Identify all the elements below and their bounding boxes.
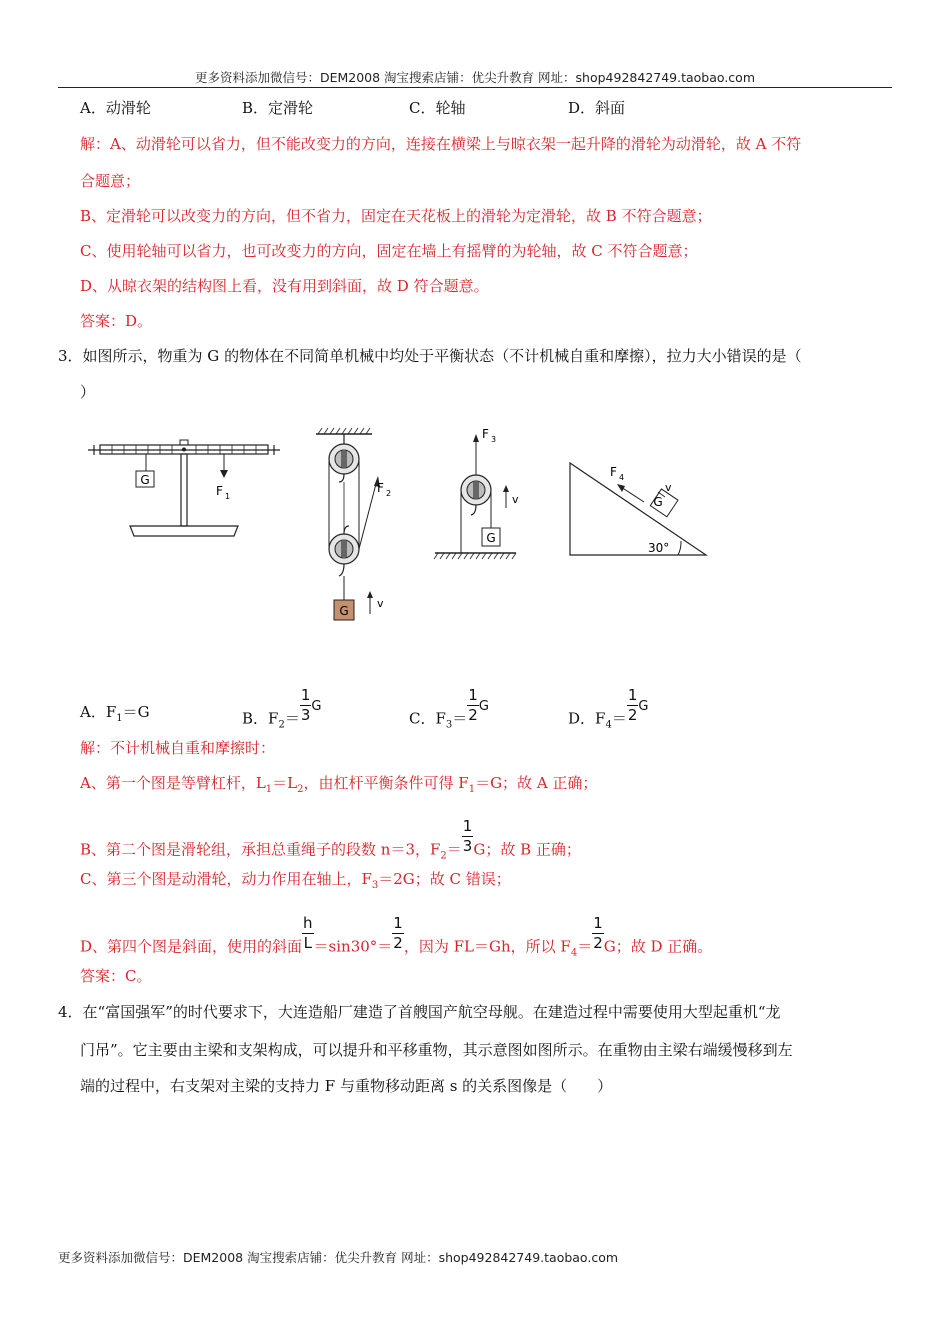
q2-option-d: D．斜面 <box>568 99 626 117</box>
page-header: 更多资料添加微信号：DEM2008 淘宝搜索店铺：优尖升教育 网址：shop492842749.taobao.com <box>194 70 756 85</box>
q3-solution-b: B、第二个图是滑轮组，承担总重绳子的段数 n＝3，$F_2=$ $\frac{1}{3}$ G；故 B 正确； <box>80 817 581 862</box>
incline-diagram <box>570 463 706 555</box>
q3-solution-a: A、第一个图是等臂杠杆，$L_1=L_2$，由杠杆平衡条件可得 $F_1=G$；故 A 正确； <box>80 774 598 795</box>
svg-text:3: 3 <box>491 435 497 444</box>
svg-text:F: F <box>216 484 223 498</box>
q4-stem-line1: 4．在“富国强军”的时代要求下，大连造船厂建造了首艘国产航空母舰。在建造过程中需要使用大型起重机“龙 <box>58 1003 781 1021</box>
lever-diagram <box>88 440 280 536</box>
svg-text:30°: 30° <box>648 541 670 555</box>
svg-text:F: F <box>610 465 617 479</box>
q2-solution-d: D、从晾衣架的结构图上看，没有用到斜面，故 D 符合题意。 <box>80 277 489 295</box>
svg-text:2: 2 <box>386 489 392 498</box>
svg-text:1: 1 <box>225 492 231 501</box>
svg-text:F: F <box>377 481 384 495</box>
page-footer: 更多资料添加微信号：DEM2008 淘宝搜索店铺：优尖升教育 网址：shop492842749.taobao.com <box>58 1250 619 1265</box>
q2-option-b: B．定滑轮 <box>242 99 314 117</box>
q3-option-d: D．$F_4=$ $\frac{1}{2}$ G <box>568 686 649 731</box>
q3-solution-c: C、第三个图是动滑轮，动力作用在轴上，$F_3=2G$；故 C 错误； <box>80 870 511 891</box>
q3-option-c: C．$F_3=$ $\frac{1}{2}$ G <box>409 686 489 731</box>
q3-machines-figure <box>80 408 720 638</box>
svg-text:G: G <box>653 495 663 509</box>
q2-solution-a-line2: 合题意； <box>80 172 141 190</box>
q3-option-b: B．$F_2=$ $\frac{1}{3}$ G <box>242 686 322 731</box>
q2-solution-b: B、定滑轮可以改变力的方向，但不省力，固定在天花板上的滑轮为定滑轮，故 B 不符合题意； <box>80 207 712 225</box>
q3-option-a: A．$F_1=G$ <box>80 703 150 724</box>
q2-solution-a-line1: 解：A、动滑轮可以省力，但不能改变力的方向，连接在横梁上与晾衣架一起升降的滑轮为动滑轮，故 A 不符 <box>80 135 802 153</box>
q2-solution-c: C、使用轮轴可以省力，也可改变力的方向，固定在墙上有摇臂的为轮轴，故 C 不符合题意； <box>80 242 698 260</box>
svg-text:G: G <box>140 473 150 487</box>
q4-stem-line3: 端的过程中，右支架对主梁的支持力 F 与重物移动距离 s 的关系图像是（ ） <box>80 1077 613 1095</box>
svg-text:v: v <box>512 493 519 506</box>
movable-pulley-diagram <box>434 427 519 559</box>
pulley-block-diagram <box>316 428 391 620</box>
svg-text:G: G <box>339 604 349 618</box>
svg-text:4: 4 <box>619 473 625 482</box>
q3-solution-d: D、第四个图是斜面，使用的斜面 $\frac{h}{L}$ ＝sin30°＝ $\frac{1}{2}$ ，因为 FL＝Gh，所以 $F_4=$ $\frac{1}{2}$ G；故 D 正确。 <box>80 914 713 959</box>
q3-solution-intro: 解：不计机械自重和摩擦时： <box>80 739 276 757</box>
header-divider <box>58 87 892 88</box>
q3-stem-line1: 3．如图所示，物重为 G 的物体在不同简单机械中均处于平衡状态（不计机械自重和摩擦），拉力大小错误的是（ <box>58 347 802 365</box>
svg-text:v: v <box>377 597 384 610</box>
q2-answer: 答案：D。 <box>80 312 153 330</box>
q3-answer: 答案：C。 <box>80 967 152 985</box>
svg-text:v: v <box>665 481 672 494</box>
svg-text:G: G <box>486 531 496 545</box>
q4-stem-line2: 门吊”。它主要由主梁和支架构成，可以提升和平移重物，其示意图如图所示。在重物由主梁右端缓慢移到左 <box>80 1041 793 1059</box>
q3-stem-line2: ） <box>80 383 96 401</box>
q2-option-a: A．动滑轮 <box>80 99 151 117</box>
q2-option-c: C．轮轴 <box>409 99 466 117</box>
svg-text:F: F <box>482 427 489 441</box>
